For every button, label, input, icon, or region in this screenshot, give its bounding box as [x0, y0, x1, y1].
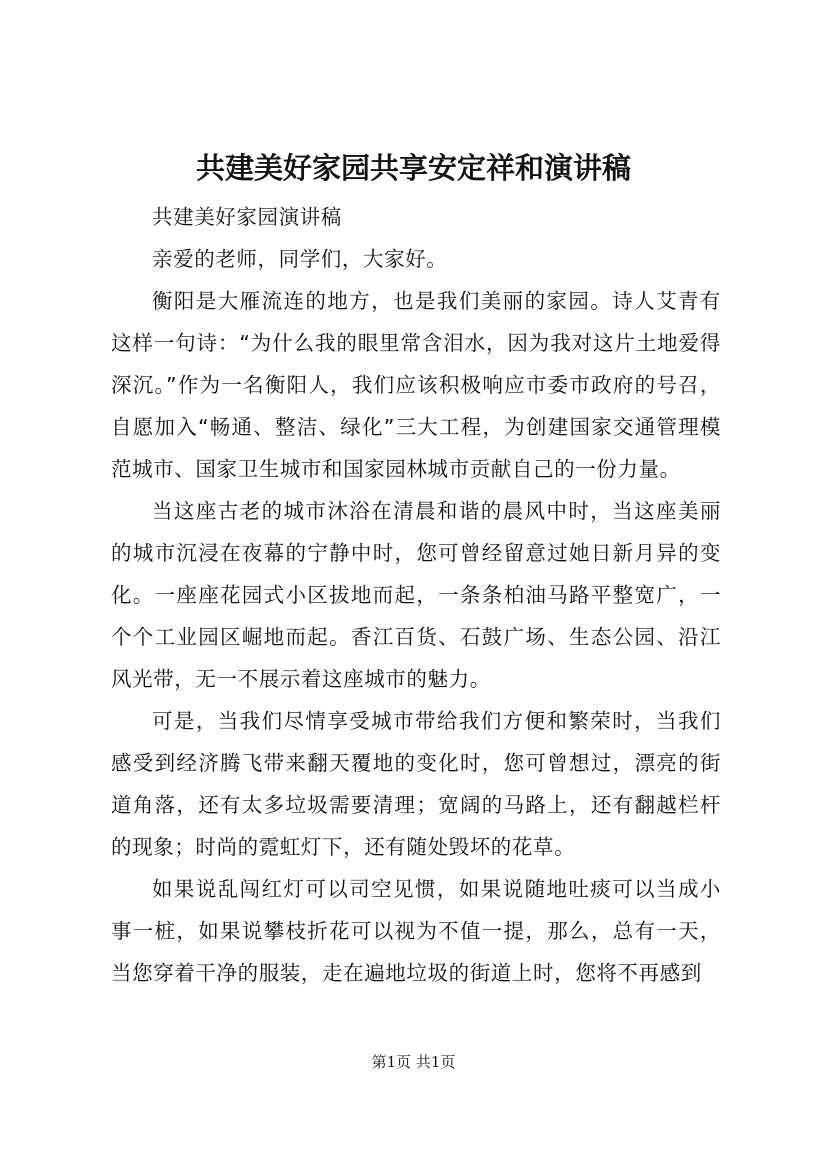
document-body [111, 196, 721, 994]
paragraph: 可是，当我们尽情享受城市带给我们方便和繁荣时，当我们感受到经济腾飞带来翻天覆地的变化时，您可曾想过，漂亮的街道角落，还有太多垃圾需要清理；宽阔的马路上，还有翻越栏杆的现象；时尚的霓虹灯下，还有随处毁坏的花草。 [111, 709, 721, 859]
paragraph: 如果说乱闯红灯可以司空见惯，如果说随地吐痰可以当成小事一桩，如果说攀枝折花可以视为不值一提，那么，总有一天，当您穿着干净的服装，走在遍地垃圾的街道上时，您将不再感到 [111, 877, 721, 985]
paragraph: 当这座古老的城市沐浴在清晨和谐的晨风中时，当这座美丽的城市沉浸在夜幕的宁静中时，您可曾经留意过她日新月异的变化。一座座花园式小区拔地而起，一条条柏油马路平整宽广，一个个工业园区崛地而起。香江百货、石鼓广场、生态公园、沿江风光带，无一不展示着这座城市的魅力。 [111, 499, 721, 691]
page-footer: 第1页 共1页 [371, 1053, 456, 1071]
document-title: 共建美好家园共享安定祥和演讲稿 [195, 151, 631, 185]
paragraph: 衡阳是大雁流连的地方，也是我们美丽的家园。诗人艾青有这样一句诗：“为什么我的眼里常含泪水，因为我对这片土地爱得深沉。”作为一名衡阳人，我们应该积极响应市委市政府的号召，自愿加入“畅通、整洁、绿化”三大工程，为创建国家交通管理模范城市、国家卫生城市和国家园林城市贡献自己的一份力量。 [111, 289, 721, 481]
paragraph-greeting: 亲爱的老师，同学们，大家好。 [152, 247, 448, 271]
paragraph-subtitle: 共建美好家园演讲稿 [152, 205, 342, 229]
